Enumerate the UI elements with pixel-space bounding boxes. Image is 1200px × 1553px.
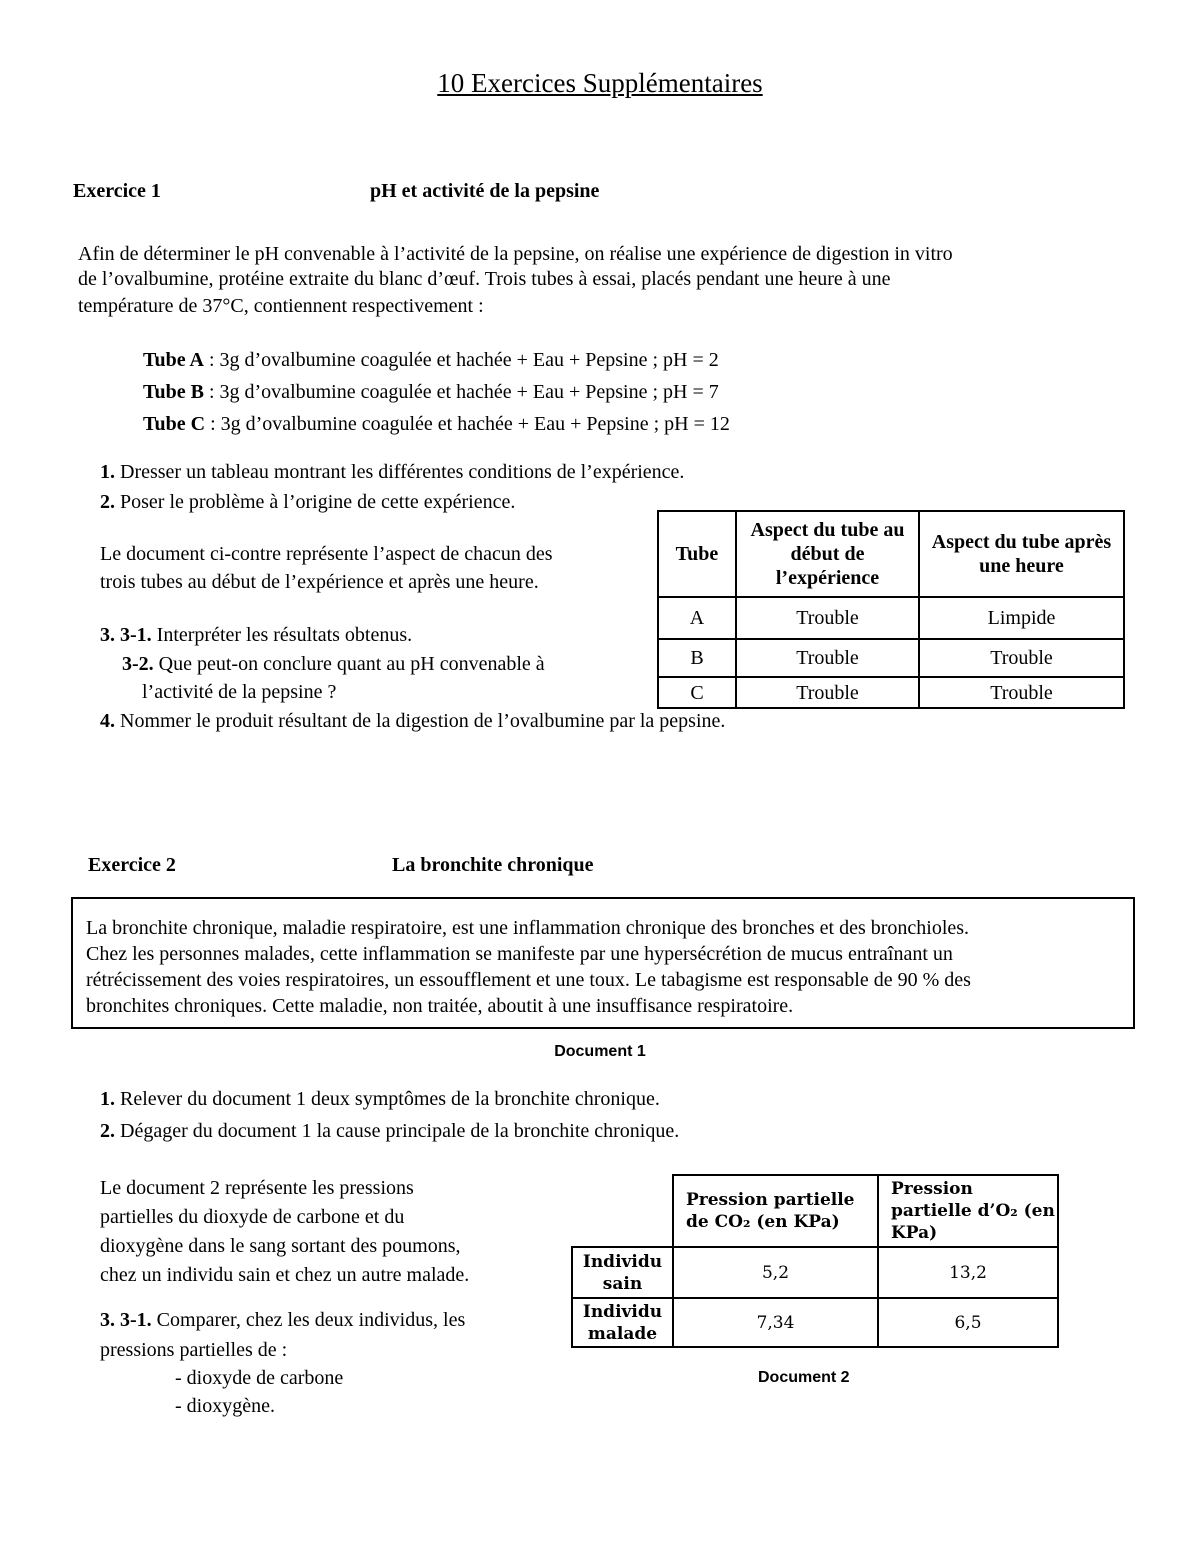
document-2-caption: Document 2 bbox=[758, 1369, 850, 1386]
question-text: Comparer, chez les deux individus, les bbox=[151, 1309, 466, 1331]
tube-line bbox=[143, 347, 719, 373]
question-text: Dégager du document 1 la cause principale de la bronchite chronique. bbox=[115, 1120, 680, 1142]
table-row bbox=[658, 639, 1124, 677]
tube-name: Tube B bbox=[143, 381, 204, 403]
tube-contents: : 3g d’ovalbumine coagulée et hachée + Eau + Pepsine ; pH = 7 bbox=[203, 381, 719, 403]
intro-line: Afin de déterminer le pH convenable à l’activité de la pepsine, on réalise une expérience de digestion in vitro bbox=[78, 243, 953, 265]
tube-contents: : 3g d’ovalbumine coagulée et hachée + Eau + Pepsine ; pH = 12 bbox=[205, 413, 730, 435]
question-2 bbox=[100, 489, 515, 515]
tubes-table bbox=[657, 510, 1125, 709]
question-text: Poser le problème à l’origine de cette expérience. bbox=[115, 491, 516, 513]
question-number: 3. 3-1. bbox=[100, 1309, 152, 1331]
table-row bbox=[658, 597, 1124, 639]
question-text: Que peut-on conclure quant au pH convenable à bbox=[153, 653, 545, 675]
tube-line bbox=[143, 411, 730, 437]
co2-cell: 7,34 bbox=[673, 1298, 878, 1347]
question-number: 3-2. bbox=[122, 653, 154, 675]
document-text: chez un individu sain et chez un autre malade. bbox=[100, 1264, 470, 1286]
question-number: 2. bbox=[100, 491, 115, 513]
question-number: 2. bbox=[100, 1120, 115, 1142]
box-line: Chez les personnes malades, cette inflammation se manifeste par une hypersécrétion de mucus entraînant un bbox=[86, 943, 953, 965]
question-number: 1. bbox=[100, 1088, 115, 1110]
exercise-1-heading: pH et activité de la pepsine bbox=[370, 180, 600, 202]
question-1 bbox=[100, 459, 684, 485]
table-cell: Trouble bbox=[919, 639, 1124, 677]
question-number: 4. bbox=[100, 710, 115, 732]
question-3-2-cont: l’activité de la pepsine ? bbox=[142, 681, 337, 703]
tube-name: Tube A bbox=[143, 349, 204, 371]
page-title: 10 Exercices Supplémentaires bbox=[437, 68, 763, 98]
o2-cell: 6,5 bbox=[878, 1298, 1058, 1347]
table-cell: Trouble bbox=[736, 639, 919, 677]
table-row bbox=[572, 1298, 1058, 1347]
question-4 bbox=[100, 708, 725, 734]
table-cell: A bbox=[658, 597, 736, 639]
document-text: partielles du dioxyde de carbone et du bbox=[100, 1206, 405, 1228]
row-label: Individu sain bbox=[572, 1247, 673, 1298]
table-cell: Limpide bbox=[919, 597, 1124, 639]
table-cell: Trouble bbox=[736, 597, 919, 639]
tube-name: Tube C bbox=[143, 413, 206, 435]
o2-cell: 13,2 bbox=[878, 1247, 1058, 1298]
table-row bbox=[658, 677, 1124, 708]
question-1 bbox=[100, 1086, 660, 1112]
table-header-row bbox=[658, 511, 1124, 597]
list-item: - dioxyde de carbone bbox=[175, 1367, 344, 1389]
document-text: Le document 2 représente les pressions bbox=[100, 1177, 414, 1199]
intro-line: température de 37°C, contiennent respectivement : bbox=[78, 295, 484, 317]
table-cell: C bbox=[658, 677, 736, 708]
question-3-1 bbox=[100, 622, 412, 648]
question-2 bbox=[100, 1118, 679, 1144]
question-3-1-cont: pressions partielles de : bbox=[100, 1339, 288, 1361]
question-3-2 bbox=[122, 651, 545, 677]
document-1-caption: Document 1 bbox=[554, 1043, 646, 1060]
empty-corner-cell bbox=[572, 1175, 673, 1247]
tube-line bbox=[143, 379, 719, 405]
tube-contents: : 3g d’ovalbumine coagulée et hachée + Eau + Pepsine ; pH = 2 bbox=[203, 349, 719, 371]
question-text: Relever du document 1 deux symptômes de la bronchite chronique. bbox=[115, 1088, 660, 1110]
pressure-table bbox=[571, 1174, 1059, 1348]
document-text: trois tubes au début de l’expérience et après une heure. bbox=[100, 571, 539, 593]
question-text: Interpréter les résultats obtenus. bbox=[151, 624, 413, 646]
intro-line: de l’ovalbumine, protéine extraite du blanc d’œuf. Trois tubes à essai, placés pendant une heure à une bbox=[78, 268, 891, 290]
header-cell: Aspect du tube au début de l’expérience bbox=[736, 511, 919, 597]
header-cell: Aspect du tube après une heure bbox=[919, 511, 1124, 597]
document-text: Le document ci-contre représente l’aspect de chacun des bbox=[100, 543, 553, 565]
exercise-2-label: Exercice 2 bbox=[88, 854, 176, 876]
row-label: Individu malade bbox=[572, 1298, 673, 1347]
document-text: dioxygène dans le sang sortant des poumons, bbox=[100, 1235, 461, 1257]
box-line: La bronchite chronique, maladie respiratoire, est une inflammation chronique des bronches et des bronchioles. bbox=[86, 917, 970, 939]
question-number: 3. 3-1. bbox=[100, 624, 152, 646]
table-row bbox=[572, 1247, 1058, 1298]
question-text: Nommer le produit résultant de la digestion de l’ovalbumine par la pepsine. bbox=[115, 710, 726, 732]
table-header-row bbox=[572, 1175, 1058, 1247]
question-text: Dresser un tableau montrant les différentes conditions de l’expérience. bbox=[115, 461, 685, 483]
header-cell: Tube bbox=[658, 511, 736, 597]
header-cell: Pression partielle d’O₂ (en KPa) bbox=[878, 1175, 1058, 1247]
table-cell: Trouble bbox=[919, 677, 1124, 708]
co2-cell: 5,2 bbox=[673, 1247, 878, 1298]
question-3-1 bbox=[100, 1307, 465, 1333]
exercise-2-heading: La bronchite chronique bbox=[392, 854, 594, 876]
header-cell: Pression partielle de CO₂ (en KPa) bbox=[673, 1175, 878, 1247]
list-item: - dioxygène. bbox=[175, 1395, 275, 1417]
box-line: rétrécissement des voies respiratoires, un essoufflement et une toux. Le tabagisme est responsable de 90 % des bbox=[86, 969, 971, 991]
table-cell: Trouble bbox=[736, 677, 919, 708]
exercise-1-label: Exercice 1 bbox=[73, 180, 161, 202]
table-cell: B bbox=[658, 639, 736, 677]
box-line: bronchites chroniques. Cette maladie, non traitée, aboutit à une insuffisance respiratoire. bbox=[86, 995, 794, 1017]
question-number: 1. bbox=[100, 461, 115, 483]
